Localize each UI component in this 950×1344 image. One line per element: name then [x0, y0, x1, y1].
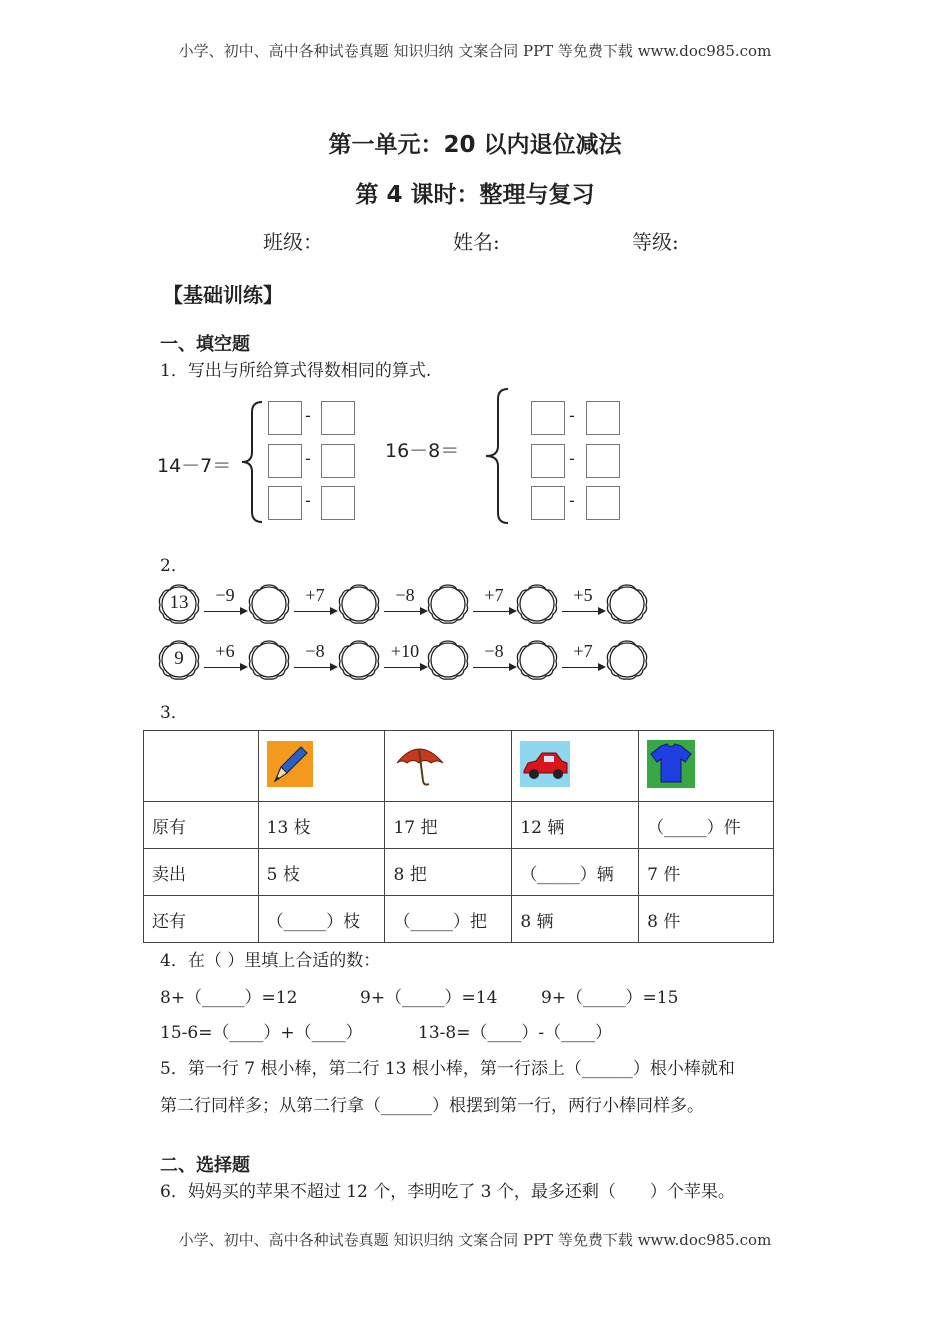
basic-training-heading: 【基础训练】	[163, 283, 283, 307]
operation-arrow	[202, 587, 248, 619]
table-cell: 17 把	[385, 802, 512, 849]
answer-box[interactable]	[321, 444, 355, 478]
table-cell: 12 辆	[512, 802, 639, 849]
table-cell: 8 件	[639, 896, 774, 943]
question-3-label: 3．	[160, 703, 188, 723]
row-header: 卖出	[144, 849, 259, 896]
operation-arrow	[292, 643, 338, 675]
answer-flower[interactable]	[426, 582, 470, 626]
operation-label: −9	[215, 585, 235, 605]
table-cell	[639, 731, 774, 802]
fill-expression[interactable]: 9+（_____）=15	[541, 988, 679, 1008]
answer-flower[interactable]	[515, 582, 559, 626]
operation-arrow	[202, 643, 248, 675]
minus-sign: -	[305, 491, 311, 511]
question-5-line-2: 第二行同样多；从第二行拿（______）根摆到第一行，两行小棒同样多。	[160, 1096, 704, 1116]
table-cell: 8 辆	[512, 896, 639, 943]
operation-label: −8	[395, 585, 415, 605]
operation-arrow	[471, 587, 517, 619]
question-4-text: 4．在（ ）里填上合适的数：	[160, 951, 381, 971]
operation-arrow	[382, 587, 428, 619]
table-cell: 5 枝	[258, 849, 385, 896]
fill-expression[interactable]: 9+（_____）=14	[360, 988, 498, 1008]
right-brace	[482, 387, 512, 525]
question-2-label: 2．	[160, 556, 188, 576]
minus-sign: -	[569, 449, 575, 469]
operation-arrow	[292, 587, 338, 619]
operation-arrow	[560, 587, 606, 619]
shirt-icon	[647, 740, 695, 788]
table-cell: 8 把	[385, 849, 512, 896]
table-cell	[144, 731, 259, 802]
minus-sign: -	[305, 449, 311, 469]
operation-label: −8	[305, 641, 325, 661]
answer-flower[interactable]	[605, 638, 649, 682]
table-cell: 7 件	[639, 849, 774, 896]
operation-label: +6	[215, 641, 235, 661]
answer-flower[interactable]	[426, 638, 470, 682]
section-fill-blank: 一、填空题	[160, 334, 250, 355]
operation-arrow	[560, 643, 606, 675]
blank-cell[interactable]: （_____）枝	[258, 896, 385, 943]
row-header: 还有	[144, 896, 259, 943]
answer-flower[interactable]	[605, 582, 649, 626]
lesson-title: 第 4 课时：整理与复习	[355, 182, 595, 208]
answer-box[interactable]	[531, 486, 565, 520]
operation-label: +10	[390, 641, 420, 661]
page-footer: 小学、初中、高中各种试卷真题 知识归纳 文案合同 PPT 等免费下载 www.doc985.com	[178, 1231, 772, 1249]
start-number: 9	[174, 648, 184, 669]
fill-expression[interactable]: 8+（_____）=12	[160, 988, 298, 1008]
row-header: 原有	[144, 802, 259, 849]
answer-flower[interactable]	[247, 582, 291, 626]
answer-box[interactable]	[586, 486, 620, 520]
operation-label: +7	[573, 641, 593, 661]
minus-sign: -	[569, 491, 575, 511]
unit-title: 第一单元：20 以内退位减法	[328, 132, 622, 158]
fill-expression[interactable]: 13-8=（____）-（____）	[418, 1023, 613, 1043]
table-cell	[385, 731, 512, 802]
answer-box[interactable]	[268, 486, 302, 520]
question-6-text: 6．妈妈买的苹果不超过 12 个，李明吃了 3 个，最多还剩（ ）个苹果。	[160, 1182, 735, 1202]
blank-cell[interactable]: （_____）件	[639, 802, 774, 849]
operation-label: +7	[305, 585, 325, 605]
table-row	[144, 731, 774, 802]
section-multiple-choice: 二、选择题	[160, 1155, 250, 1176]
answer-flower[interactable]	[337, 638, 381, 682]
table-row	[144, 896, 774, 943]
operation-label: +7	[484, 585, 504, 605]
name-label: 姓名:	[453, 230, 500, 254]
operation-label: −8	[484, 641, 504, 661]
table-cell: 13 枝	[258, 802, 385, 849]
table-cell	[258, 731, 385, 802]
answer-box[interactable]	[268, 444, 302, 478]
fill-expression[interactable]: 15-6=（____）+（____）	[160, 1023, 363, 1043]
answer-flower[interactable]	[515, 638, 559, 682]
answer-box[interactable]	[531, 401, 565, 435]
question-1-text: 1．写出与所给算式得数相同的算式.	[160, 361, 432, 381]
grade-label: 等级:	[632, 230, 679, 254]
start-flower	[157, 638, 201, 682]
minus-sign: -	[305, 406, 311, 426]
start-flower	[157, 582, 201, 626]
table-row	[144, 802, 774, 849]
answer-box[interactable]	[321, 486, 355, 520]
left-brace	[238, 400, 268, 524]
answer-box[interactable]	[586, 444, 620, 478]
equation-left: 14－7＝	[157, 455, 232, 477]
equation-right: 16－8＝	[385, 440, 460, 462]
table-cell	[512, 731, 639, 802]
answer-flower[interactable]	[247, 638, 291, 682]
operation-arrow	[471, 643, 517, 675]
question-5-line-1: 5．第一行 7 根小棒，第二行 13 根小棒，第一行添上（______）根小棒就和	[160, 1059, 735, 1079]
operation-label: +5	[573, 585, 593, 605]
blank-cell[interactable]: （_____）辆	[512, 849, 639, 896]
answer-box[interactable]	[321, 401, 355, 435]
answer-flower[interactable]	[337, 582, 381, 626]
operation-arrow	[382, 643, 428, 675]
blank-cell[interactable]: （_____）把	[385, 896, 512, 943]
car-icon	[520, 741, 570, 787]
minus-sign: -	[569, 406, 575, 426]
table-row	[144, 849, 774, 896]
class-label: 班级：	[263, 230, 323, 254]
answer-box[interactable]	[268, 401, 302, 435]
answer-box[interactable]	[586, 401, 620, 435]
pencil-icon	[267, 741, 313, 787]
umbrella-icon	[393, 741, 445, 787]
answer-box[interactable]	[531, 444, 565, 478]
sales-table	[143, 730, 774, 943]
page-header: 小学、初中、高中各种试卷真题 知识归纳 文案合同 PPT 等免费下载 www.doc985.com	[178, 42, 772, 60]
start-number: 13	[169, 592, 189, 613]
